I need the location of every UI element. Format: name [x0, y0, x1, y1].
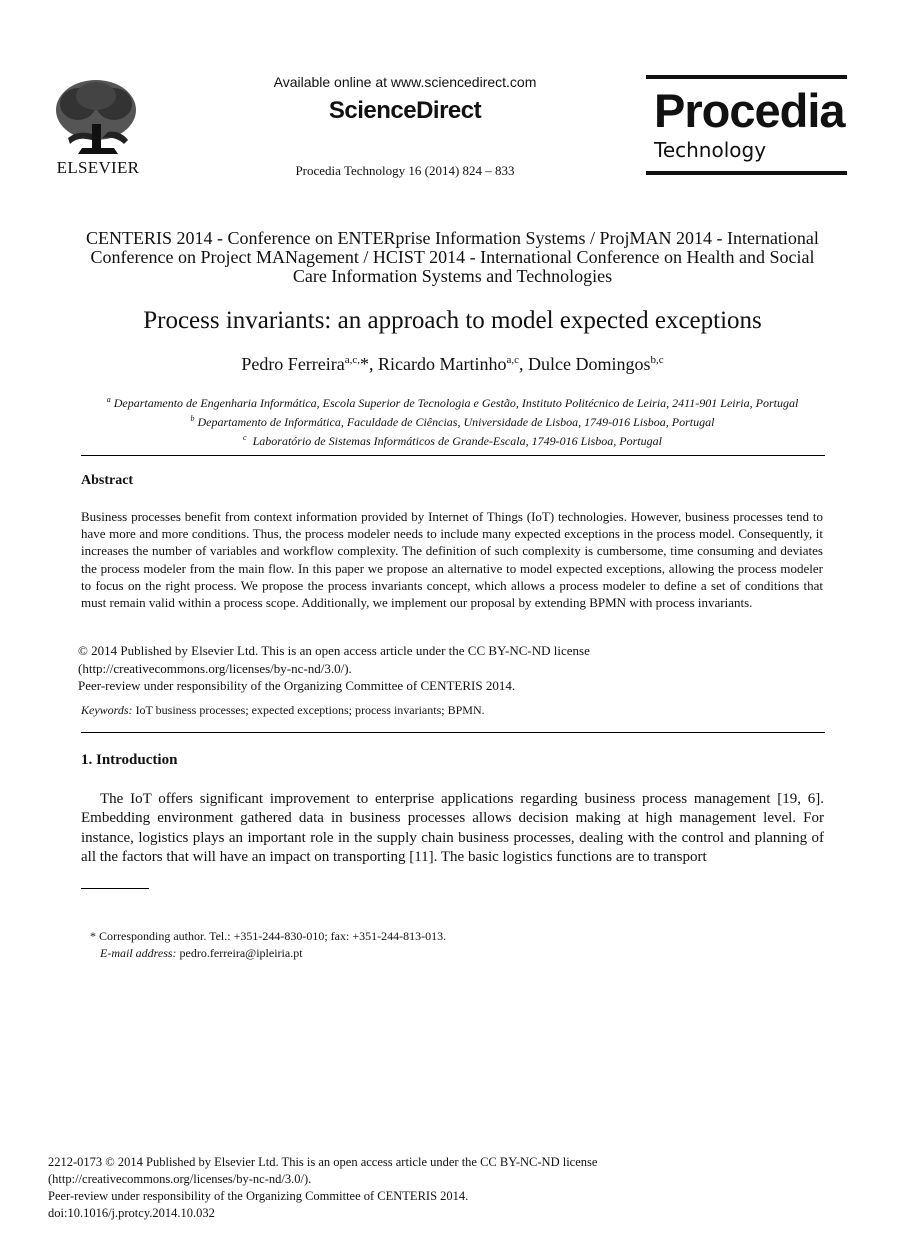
procedia-wordmark: Procedia — [654, 84, 845, 137]
keywords-label: Keywords: — [81, 703, 133, 717]
available-online-line: Available online at www.sciencedirect.com — [273, 74, 537, 90]
affiliation-line — [60, 430, 845, 449]
section-heading-introduction: 1. Introduction — [81, 752, 178, 768]
footer-doi[interactable]: doi:10.1016/j.protcy.2014.10.032 — [48, 1206, 215, 1220]
footer-license-link[interactable]: (http://creativecommons.org/licenses/by-nc-nd/3.0/). — [48, 1172, 312, 1186]
license-link[interactable]: (http://creativecommons.org/licenses/by-nc-nd/3.0/). — [78, 660, 352, 676]
footnote-rule — [81, 888, 149, 889]
affiliation-line — [60, 411, 845, 430]
affiliation-text: Laboratório de Sistemas Informáticos de Grande-Escala, 1749-016 Lisboa, Portugal — [252, 434, 662, 448]
peer-review-line: Peer-review under responsibility of the Organizing Committee of CENTERIS 2014. — [78, 678, 516, 693]
affiliation-text: Departamento de Informática, Faculdade de Ciências, Universidade de Lisboa, 1749-016 Lisboa, Portugal — [197, 415, 715, 429]
author-list — [60, 354, 845, 375]
introduction-text: The IoT offers significant improvement to enterprise applications regarding business process management [19, 6]. Embedding environment gathered data in business processes allows decision making at high management level. For instance, logistics plays an important role in the supply chain business processes, dealing with the control and planning of all the factors that will have an impact on transporting [11]. The basic logistics functions are to transport — [81, 791, 824, 865]
page-footer — [48, 1154, 848, 1222]
conference-name: CENTERIS 2014 - Conference on ENTERprise Information Systems / ProjMAN 2014 - International Conference on Project MANagement / HCIST 2014 - International Conference on Health and Social Care Information Systems and Technologies — [86, 228, 819, 286]
sciencedirect-logo: ScienceDirect — [328, 97, 482, 124]
author-name: Ricardo Martinho — [378, 354, 507, 374]
author-separator: , — [369, 354, 379, 374]
corresponding-author-line: * Corresponding author. Tel.: +351-244-830-010; fax: +351-244-813-013. — [90, 929, 447, 943]
procedia-logo — [646, 75, 847, 175]
affiliation-mark: c — [243, 433, 247, 442]
logo-bottom-rule — [646, 171, 847, 175]
paper-title: Process invariants: an approach to model expected exceptions — [143, 307, 762, 334]
email-line — [90, 945, 446, 962]
author-separator: , — [519, 354, 529, 374]
footer-issn-line: 2212-0173 © 2014 Published by Elsevier Ltd. This is an open access article under the CC BY-NC-ND license — [48, 1155, 598, 1169]
license-statement — [78, 642, 823, 695]
footnote — [90, 928, 446, 961]
author-name: Pedro Ferreira — [241, 354, 345, 374]
corresponding-mark: * — [360, 354, 370, 374]
affiliations — [60, 392, 845, 449]
author-name: Dulce Domingos — [528, 354, 651, 374]
keywords — [81, 703, 485, 718]
license-line: © 2014 Published by Elsevier Ltd. This is an open access article under the CC BY-NC-ND license — [78, 643, 590, 658]
footer-peer-review: Peer-review under responsibility of the Organizing Committee of CENTERIS 2014. — [48, 1189, 469, 1203]
journal-reference: Procedia Technology 16 (2014) 824 – 833 — [295, 163, 515, 178]
email-address[interactable]: pedro.ferreira@ipleiria.pt — [179, 945, 303, 960]
affiliation-text: Departamento de Engenharia Informática, Escola Superior de Tecnologia e Gestão, Instituto Politécnico de Leiria, 2411-901 Leiria, Portugal — [113, 396, 799, 410]
section-divider — [81, 455, 825, 456]
affiliation-mark: b — [190, 414, 195, 423]
section-divider — [81, 732, 825, 733]
affiliation-mark: a — [106, 395, 111, 404]
email-label: E-mail address: — [100, 945, 177, 960]
logo-top-rule — [646, 75, 847, 79]
keywords-text: IoT business processes; expected exceptions; process invariants; BPMN. — [135, 703, 485, 717]
abstract-heading: Abstract — [81, 473, 134, 488]
procedia-subtitle: Technology — [654, 138, 767, 162]
author-affil-mark: a,c — [506, 354, 520, 366]
abstract-text: Business processes benefit from context information provided by Internet of Things (IoT) technologies. However, business processes tend to have more and more conditions. Thus, the process modeler needs to include many expected exceptions in the process model. Consequently, it increases the number of variables and workflow complexity. The definition of such complexity is cumbersome, time consuming and deviates the process modeler from the main flow. In this paper we propose an alternative to model expected exceptions, allowing the process modeler to focus on the right process. We propose the process invariants concept, which allows a process modeler to define a set of conditions that must remain valid within a process scope. Additionally, we implement our proposal by extending BPMN with process invariants. — [81, 509, 823, 611]
author-affil-mark: a,c, — [344, 354, 361, 366]
publisher-name: ELSEVIER — [56, 158, 140, 177]
affiliation-line — [60, 392, 845, 411]
author-affil-mark: b,c — [650, 354, 664, 366]
